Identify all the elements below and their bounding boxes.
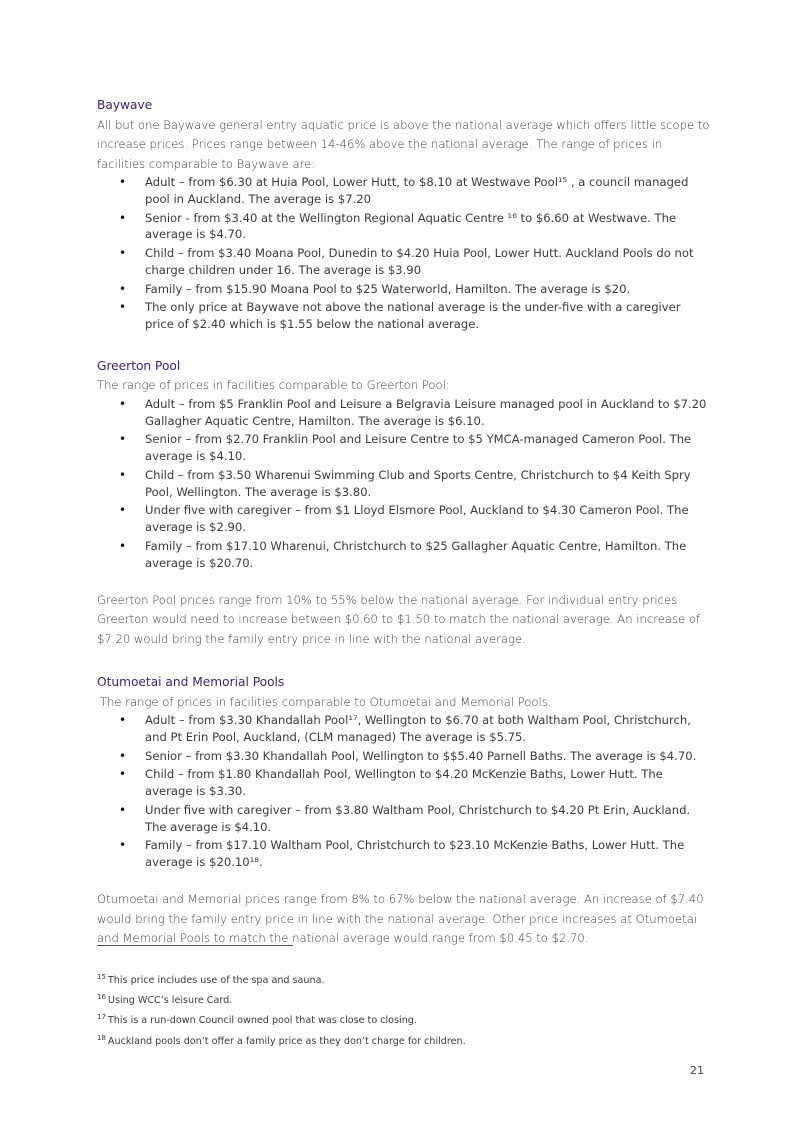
list-item: • Family – from $17.10 Waltham Pool, Christchurch to $23.10 McKenzie Baths, Lower Hutt. The average is $20.10¹⁸. [119,838,685,870]
footnote: $^{18}$ Auckland pools don’t offer a family price as they don’t charge for children. [97,1033,466,1047]
list-item: • Child – from $3.40 Moana Pool, Dunedin to $4.20 Huia Pool, Lower Hutt. Auckland Pools do not charge children under 16. The average is $3.90 [119,246,694,277]
section-intro: The range of prices in facilities comparable to Greerton Pool: [97,378,450,393]
bullet-icon: • [119,432,127,447]
section-heading: Greerton Pool [97,358,181,373]
list-item: • Family – from $17.10 Wharenui, Christchurch to $25 Gallagher Aquatic Centre, Hamilton. The average is $20.70. [119,538,687,570]
section-summary: Otumoetai and Memorial prices range from 8% to 67% below the national average. An increase of $7.40 would bring the family entry price in line with the national average. Other price increases at Otumoetai and Memorial Pools to match the national average would range from $0.45 to $2.70. [97,892,704,946]
bullet-list [97,396,713,572]
bullet-icon: • [119,467,127,482]
page-number: 21 [690,1064,704,1077]
bullet-icon: • [119,246,127,260]
bullet-list [97,712,713,871]
section-summary: Greerton Pool prices range from 10% to 55% below the national average. For individual entry prices Greerton would need to increase between $0.60 to $1.50 to match the national average. An increase of $7.20 would bring the family entry price in line with the national average. [97,592,700,646]
bullet-icon: • [119,396,127,411]
bullet-icon: • [119,538,127,553]
list-item: • Under five with caregiver – from $3.80 Waltham Pool, Christchurch to $4.20 Pt Erin, Auckland. The average is $4.10. [119,802,691,834]
section-otumoetai-memorial [97,673,713,948]
bullet-icon: • [119,281,127,296]
footnote: $^{17}$ This is a run-down Council owned pool that was close to closing. [97,1013,417,1027]
section-intro: All but one Baywave general entry aquatic price is above the national average which offers little scope to increase prices. Prices range between 14-46% above the national average. The range of prices in facilities comparable to Baywave are: [97,117,710,171]
footnote: $^{15}$ This price includes use of the spa and sauna. [97,973,325,987]
list-item: • Adult – from $3.30 Khandallah Pool¹⁷, Wellington to $6.70 at both Waltham Pool, Christchurch, and Pt Erin Pool, Auckland, (CLM managed) The average is $5.75. [119,713,691,745]
document-body [97,96,713,973]
list-item: • Adult – from $5 Franklin Pool and Leisure a Belgravia Leisure managed pool in Auckland to $7.20 Gallagher Aquatic Centre, Hamilton. The average is $6.10. [119,396,707,428]
section-heading: Baywave [97,98,153,112]
bullet-icon: • [119,503,127,518]
bullet-icon: • [119,838,127,853]
bullet-icon: • [119,748,127,763]
list-item: • Under five with caregiver – from $1 Lloyd Elsmore Pool, Auckland to $4.30 Cameron Pool. The average is $2.90. [119,503,689,535]
bullet-icon: • [119,175,127,189]
bullet-icon: • [119,210,127,225]
bullet-icon: • [119,802,127,817]
section-greerton-pool [97,357,713,649]
list-item: • Senior – from $3.30 Khandallah Pool, Wellington to $$5.40 Parnell Baths. The average is $4.70. [119,748,697,763]
bullet-icon: • [119,713,127,728]
footnotes [97,969,713,1050]
bullet-icon: • [119,767,127,782]
footnote-divider [97,945,293,946]
list-item: • Senior – from $2.70 Franklin Pool and Leisure Centre to $5 YMCA-managed Cameron Pool. The average is $4.10. [119,432,692,464]
section-heading: Otumoetai and Memorial Pools [97,675,285,690]
list-item: • Senior - from $3.40 at the Wellington Regional Aquatic Centre ¹⁶ to $6.60 at Westwave. The average is $4.70. [119,210,677,242]
list-item: • Child – from $1.80 Khandallah Pool, Wellington to $4.20 McKenzie Baths, Lower Hutt. The average is $3.30. [119,767,663,799]
section-intro: The range of prices in facilities comparable to Otumoetai and Memorial Pools: [100,694,552,709]
list-item: • Family – from $15.90 Moana Pool to $25 Waterworld, Hamilton. The average is $20. [119,281,631,296]
footnote: $^{16}$ Using WCC’s leisure Card. [97,993,233,1007]
bullet-icon: • [119,300,127,315]
list-item: • The only price at Baywave not above the national average is the under-five with a caregiver price of $2.40 which is $1.55 below the national average. [119,300,681,331]
bullet-list [97,174,713,333]
list-item: • Adult – from $6.30 at Huia Pool, Lower Hutt, to $8.10 at Westwave Pool¹⁵ , a council managed pool in Auckland. The average is $7.20 [119,175,689,206]
section-baywave [97,96,713,333]
list-item: • Child – from $3.50 Wharenui Swimming Club and Sports Centre, Christchurch to $4 Keith Spry Pool, Wellington. The average is $3.80. [119,467,691,499]
